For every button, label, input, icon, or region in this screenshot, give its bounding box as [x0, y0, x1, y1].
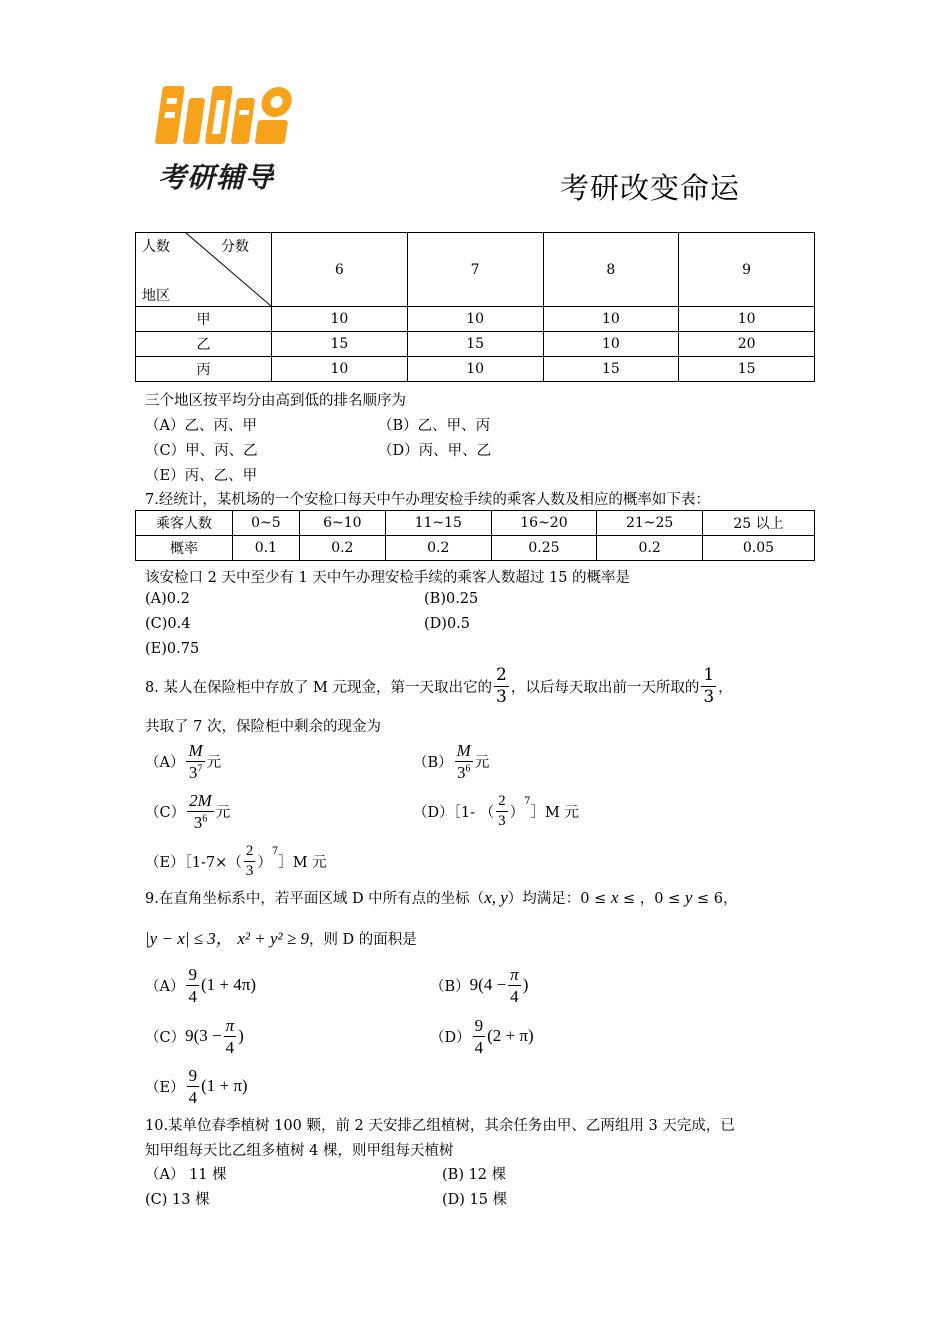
q7-option-a: (A)0.2	[145, 591, 190, 607]
region-cell: 丙	[136, 357, 272, 382]
corner-score-label: 分数	[221, 239, 249, 255]
score-table	[135, 232, 815, 382]
value-cell: 15	[679, 357, 815, 382]
slogan: 考研改变命运	[560, 171, 741, 205]
probability-table	[135, 510, 815, 561]
fraction-two-thirds	[494, 664, 509, 707]
option-fraction	[496, 794, 508, 829]
q10-option-c: (C) 13 棵	[145, 1192, 210, 1208]
q7-option-d: (D)0.5	[424, 616, 470, 632]
q8-stem-b: ，以后每天取出前一天所取的	[510, 679, 700, 696]
fraction-numerator: π	[225, 1015, 235, 1035]
fraction-numerator: π	[510, 964, 519, 984]
option-fraction	[186, 742, 204, 781]
table-header-cell: 16~20	[491, 511, 597, 536]
column-header: 8	[543, 233, 679, 307]
table-cell: 0.05	[702, 536, 814, 561]
option-unit: 元	[215, 804, 231, 821]
option-paren: ）	[509, 804, 525, 821]
q8-stem-line2: 共取了 7 次，保险柜中剩余的现金为	[145, 719, 381, 735]
q6-option-d: （D）丙、甲、乙	[378, 443, 492, 459]
column-header: 7	[407, 233, 543, 307]
option-label: （D）	[430, 1029, 471, 1046]
table-header-cell: 11~15	[385, 511, 491, 536]
q6-option-a: （A）乙、丙、甲	[145, 418, 257, 434]
q6-stem: 三个地区按平均分由高到低的排名顺序为	[145, 393, 406, 409]
fraction-denominator: 3	[496, 686, 507, 707]
fraction-denominator: 4	[474, 1037, 484, 1057]
fraction-numerator: 2	[496, 794, 508, 812]
q6-option-e: （E）丙、乙、甲	[145, 468, 258, 484]
fraction-denominator	[186, 762, 204, 781]
fraction-denominator: 4	[188, 1087, 198, 1107]
value-cell: 10	[407, 357, 543, 382]
q9-option-d	[430, 1012, 534, 1060]
q8-option-a	[145, 738, 221, 784]
fraction-numerator: M	[188, 740, 203, 760]
table-cell: 0.1	[233, 536, 300, 561]
fraction-numerator: 9	[188, 964, 197, 984]
option-paren: ）	[257, 854, 272, 871]
q9-stem-line2	[145, 924, 417, 949]
fraction-denominator	[187, 812, 214, 831]
option-tail: ］M 元	[278, 854, 327, 871]
fraction-numerator: 2	[244, 844, 256, 862]
column-header: 9	[679, 233, 815, 307]
table-row	[136, 357, 815, 382]
table-cell: 0.2	[597, 536, 703, 561]
fraction-one-third	[701, 664, 716, 707]
q9-option-c	[145, 1012, 244, 1060]
option-unit: 元	[206, 754, 222, 771]
option-label: （B）	[413, 754, 453, 771]
value-cell: 10	[272, 357, 408, 382]
option-expression: (2 + π)	[487, 1026, 534, 1045]
region-cell: 乙	[136, 332, 272, 357]
option-expression-tail: )	[238, 1026, 244, 1045]
option-fraction	[455, 742, 473, 781]
q7-option-c: (C)0.4	[145, 616, 191, 632]
q9-option-e	[145, 1062, 248, 1110]
power-exponent: 6	[202, 812, 208, 824]
table-row	[136, 536, 815, 561]
power-exponent: 7	[197, 762, 203, 774]
q9-option-b	[430, 961, 528, 1009]
corner-count-label: 人数	[142, 239, 170, 255]
option-fraction	[187, 1067, 200, 1106]
option-fraction	[224, 1017, 237, 1056]
option-expression: 9(3 −	[185, 1026, 222, 1045]
option-fraction	[244, 844, 256, 879]
value-cell: 10	[407, 307, 543, 332]
option-label: （D）［1- （	[413, 804, 495, 821]
q8-stem-c: ，	[718, 679, 733, 696]
power-base: 3	[193, 812, 203, 832]
q10-option-b: (B) 12 棵	[442, 1167, 507, 1183]
q8-option-b	[413, 738, 489, 784]
q9-coords: x, y	[484, 888, 508, 907]
table-corner-cell	[136, 233, 272, 307]
q9-stem-b: ）均满足：0 ≤	[507, 891, 611, 907]
region-cell: 甲	[136, 307, 272, 332]
q9-stem	[145, 887, 738, 908]
table-row	[136, 332, 815, 357]
value-cell: 15	[543, 357, 679, 382]
q7-option-b: (B)0.25	[424, 591, 479, 607]
table-row	[136, 307, 815, 332]
q9-stem-d: ≤ 6，	[692, 891, 738, 907]
table-cell: 概率	[136, 536, 233, 561]
table-header-cell: 6~10	[299, 511, 385, 536]
fraction-numerator: 9	[474, 1015, 484, 1035]
value-cell: 15	[272, 332, 408, 357]
q10-stem-line2: 知甲组每天比乙组多植树 4 棵，则甲组每天植树	[145, 1143, 454, 1159]
q8-option-d	[413, 788, 579, 834]
fraction-numerator: 2M	[189, 790, 212, 810]
value-cell: 10	[272, 307, 408, 332]
table-cell: 0.2	[385, 536, 491, 561]
power-exponent: 6	[465, 762, 471, 774]
q8-option-c	[145, 788, 230, 834]
option-fraction	[508, 966, 521, 1005]
fraction-denominator: 4	[188, 986, 197, 1006]
value-cell: 15	[407, 332, 543, 357]
fraction-denominator: 4	[225, 1037, 235, 1057]
fraction-denominator: 4	[510, 986, 519, 1006]
power-base: 3	[456, 762, 466, 782]
option-fraction	[473, 1017, 486, 1056]
option-label: （A）	[145, 978, 185, 995]
fraction-numerator: 9	[188, 1065, 198, 1085]
fraction-denominator: 3	[245, 862, 254, 879]
q10-option-a: （A） 11 棵	[145, 1167, 227, 1183]
option-expression: (1 + π)	[201, 1076, 248, 1095]
option-tail: ］M 元	[530, 804, 579, 821]
q8-stem-a: 8. 某人在保险柜中存放了 M 元现金，第一天取出它的	[145, 679, 493, 696]
value-cell: 10	[679, 307, 815, 332]
q8-option-e	[145, 838, 327, 884]
fraction-numerator: 1	[703, 664, 715, 685]
option-label: （B）	[430, 978, 470, 995]
power-exponent: 7	[524, 796, 531, 807]
option-label: （A）	[145, 754, 185, 771]
q6-option-b: （B）乙、甲、丙	[378, 418, 491, 434]
fraction-denominator: 3	[703, 686, 715, 707]
q9-option-a	[145, 961, 256, 1009]
fraction-denominator	[455, 762, 473, 781]
value-cell: 10	[543, 307, 679, 332]
option-expression: (1 + 4π)	[200, 975, 256, 994]
fraction-numerator: 2	[496, 664, 507, 685]
q9-var-x: x	[610, 888, 619, 907]
corner-region-label: 地区	[142, 288, 170, 304]
table-header-cell: 21~25	[597, 511, 703, 536]
table-row	[136, 511, 815, 536]
q7-stem: 7.经统计，某机场的一个安检口每天中午办理安检手续的乘客人数及相应的概率如下表：	[145, 492, 710, 508]
q9-var-y: y	[684, 888, 693, 907]
fraction-denominator: 3	[498, 812, 506, 829]
value-cell: 10	[543, 332, 679, 357]
table-header-cell: 乘客人数	[136, 511, 233, 536]
option-unit: 元	[474, 754, 490, 771]
value-cell: 20	[679, 332, 815, 357]
power-base: 3	[188, 762, 198, 782]
q7-option-e: (E)0.75	[145, 641, 200, 657]
q8-stem	[145, 662, 733, 710]
q10-stem-line1: 10.某单位春季植树 100 颗，前 2 天安排乙组植树，其余任务由甲、乙两组用 3 天完成，已	[145, 1118, 735, 1134]
column-header: 6	[272, 233, 408, 307]
q9-inequality-1: |y − x| ≤ 3，	[145, 929, 233, 948]
option-expression: 9(4 −	[469, 975, 507, 994]
table-cell: 0.2	[299, 536, 385, 561]
table-header-cell: 25 以上	[702, 511, 814, 536]
fraction-numerator: M	[456, 740, 471, 760]
power-exponent: 7	[271, 846, 279, 857]
q9-stem-c: ≤ ，0 ≤	[618, 891, 685, 907]
q7-question: 该安检口 2 天中至少有 1 天中午办理安检手续的乘客人数超过 15 的概率是	[145, 570, 631, 586]
brand-logo	[152, 78, 302, 194]
q9-inequality-2: x² + y² ≥ 9	[237, 929, 309, 948]
q9-stem-a: 9.在直角坐标系中，若平面区域 D 中所有点的坐标（	[145, 891, 485, 907]
option-expression-tail: )	[522, 975, 529, 994]
option-fraction	[186, 966, 199, 1005]
option-label: （E）［1-7×（	[145, 854, 242, 871]
option-fraction	[187, 792, 214, 831]
logo-caption: 考研辅导	[158, 161, 275, 194]
table-cell: 0.25	[491, 536, 597, 561]
option-label: （C）	[145, 1029, 186, 1046]
option-label: （E）	[145, 1079, 185, 1096]
q10-option-d: (D) 15 棵	[442, 1192, 508, 1208]
option-label: （C）	[145, 804, 186, 821]
q6-option-c: （C）甲、丙、乙	[145, 443, 258, 459]
q9-stem-tail: ，则 D 的面积是	[308, 932, 417, 948]
table-header-cell: 0~5	[233, 511, 300, 536]
